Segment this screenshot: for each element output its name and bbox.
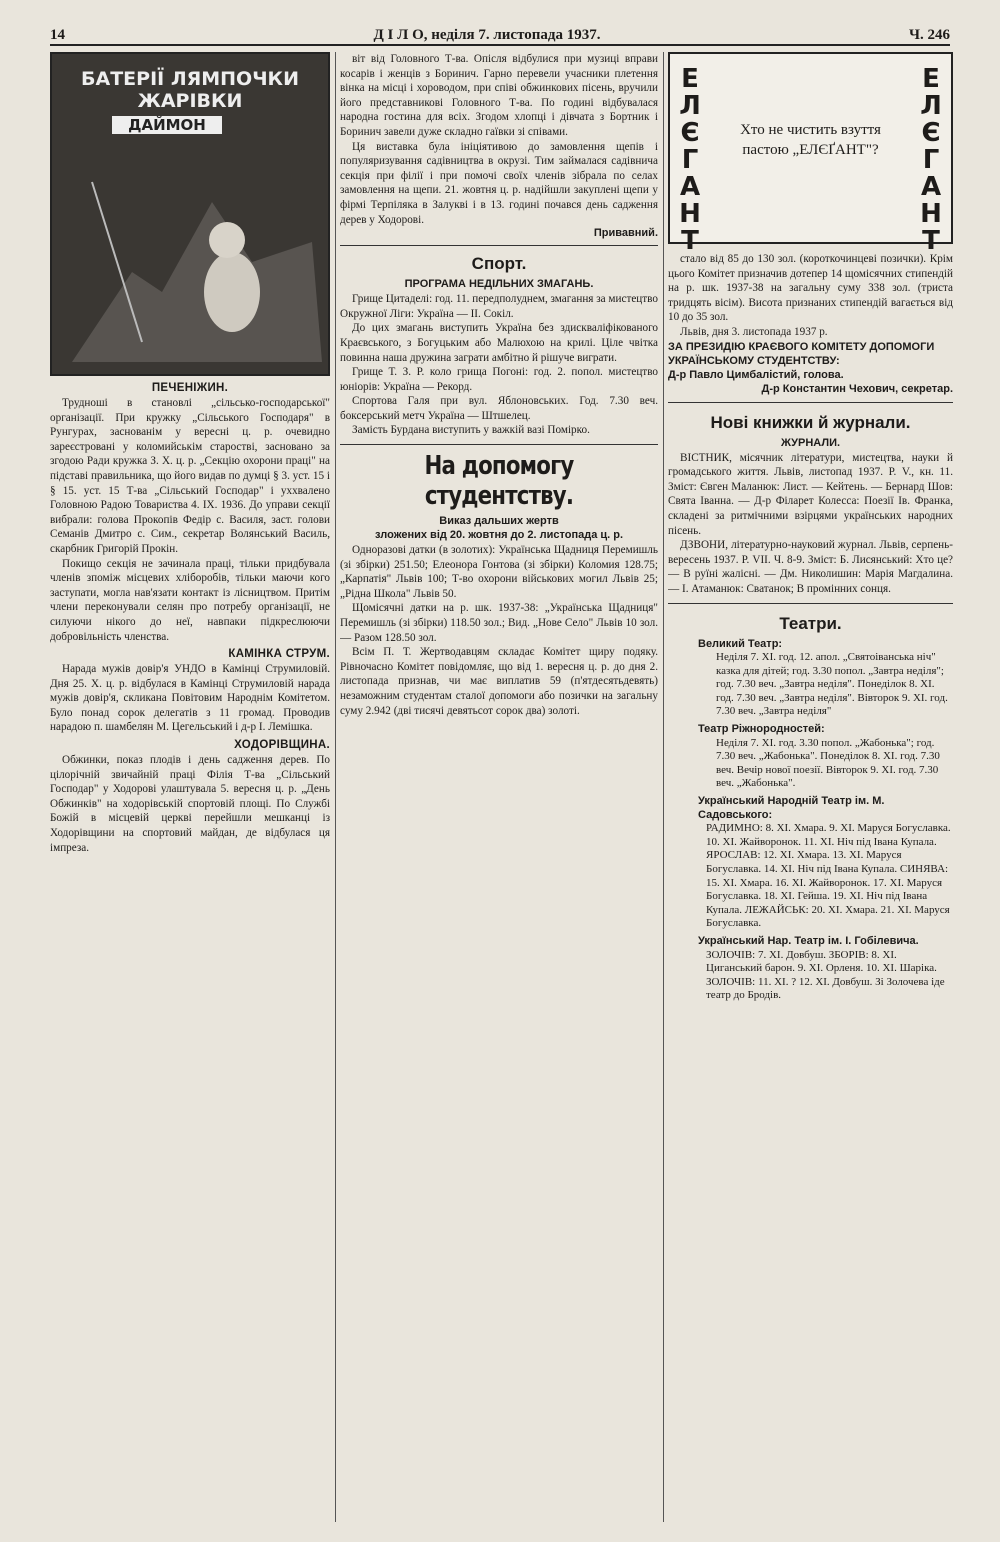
journals-subtitle: ЖУРНАЛИ. — [780, 436, 841, 449]
sport-paragraph: Грище Цитаделі: год. 11. передполуднем, змагання за мистецтво Окружної Ліги: Україна — II. Сокіл. — [340, 293, 658, 320]
signature-chair: Д-р Павло Цимбалістий, голова. — [668, 368, 844, 381]
theatre-listing — [668, 638, 953, 1003]
theatre-name: Український Народній Театр ім. М. Садовського: — [698, 795, 885, 821]
newspaper-title: Д І Л О, неділя 7. листопада 1937. — [373, 27, 601, 43]
sport-paragraph: Замість Бурдана виступить у важкій вазі Помірко. — [352, 424, 590, 437]
masthead — [50, 22, 950, 46]
ad-brand: ДАЙМОН — [112, 116, 222, 134]
divider — [668, 402, 953, 403]
sport-paragraph: До цих змагань виступить Україна без здискваліфікованого Краєвського, з Богуцьким або Малюхою на крилі. Ціле чвітка повинна наша дружина заграти амбітно й рішуче виграти. — [340, 322, 658, 364]
theatre-schedule: ЗОЛОЧІВ: 7. ХІ. Довбуш. ЗБОРІВ: 8. ХІ. Циганський барон. 9. ХІ. Орленя. 10. ХІ. Шаріка. ЗОЛОЧІВ: 11. ХІ. ? 12. ХІ. Довбуш. Зі Золочева іде театр до Бродів. — [706, 948, 945, 1002]
ad-vertical-word: Е Л Є Г А Н Т — [679, 64, 701, 256]
article-paragraph: Ця виставка була ініціятивою до замовлення щепів і популяризування садівництва в окрузі. Тим займалася садівнича секція при філії і при помочі своїх членів зібрала по селах замовлення на щепи. 21. жовтня ц. р. надійшли закуплені щепи у фірмі Терпіляка в Залукві і в 13. годині почався день садження дерев у Ходорові. — [340, 140, 658, 226]
column-left — [50, 52, 330, 1522]
theatre-title: Театри. — [779, 613, 842, 633]
sport-subtitle: ПРОГРАМА НЕДІЛЬНИХ ЗМАГАНЬ. — [404, 278, 594, 291]
section-heading: КАМІНКА СТРУМ. — [228, 648, 330, 661]
ad-title: БАТЕРІЇ ЛЯМПОЧКИ ЖАРІВКИ — [81, 68, 299, 112]
article-signature: Привавний. — [593, 227, 658, 240]
help-paragraph: Всім П. Т. Жертводавцям складає Комітет щиру подяку. Рівночасно Комітет повідомляє, що від 1. вересня ц. р. до дня 2. листопада признав, чи має виплатив 59 (п'ятдесятьдевять) незаможним студентам сталої допомоги або позички на загальну суму 2.942 (дві тисячі девятьсот сорок два) золоті. — [340, 646, 658, 717]
sport-paragraph: Спортова Галя при вул. Яблоновських. Год. 7.30 веч. боксерський метч Україна — Штшелец. — [340, 395, 658, 422]
help-subtitle-dates: зложених від 20. жовтня до 2. листопада ц. р. — [374, 529, 624, 542]
theatre-schedule: Неділя 7. ХІ. год. 3.30 попол. „Жабонька"; год. 7.30 веч. „Жабонька". Понеділок 8. ХІ. год. 7.30 веч. Вечір нової поезії. Вівторок 9. ХІ. год. 7.30 веч. „Жабонька". — [716, 736, 940, 790]
column-middle — [340, 52, 658, 1522]
divider — [668, 603, 953, 604]
article-dateline: Львів, дня 3. листопада 1937 р. — [680, 325, 828, 338]
article-paragraph: стало від 85 до 130 зол. (короткочинцеві позички). Крім цього Комітет призначив дотепер 14 щомісячних стипендій на р. шк. 1937-38 на загальну суму 338 зол. (триста тридцять вісім). Висота признаних стипендій вагається від 10 до 35 зол. — [668, 253, 953, 324]
section-heading: ХОДОРІВЩИНА. — [234, 739, 330, 752]
help-paragraph: Одноразові датки (в золотих): Українська Щадниця Перемишль (зі збірки) 251.50; Елеонора Гонтова (зі збірки) Коломия 128.75; „Карпатія" Львів 100; Т-во охорони військових могил Львів 25; „Рідна Школа" Львів 50. — [340, 544, 658, 600]
article-paragraph: Трудноші в становлі „сільсько-господарської" організації. При кружку „Сільського Господаря" в Рунгурах, заснованім у вересні ц. р. очевидно зареєстровані у коломийськім старостві, заснованo за згодою Ради кружка З. Х. ц. р. „Секцію охорони праці" на підставі правильника, що його видав по думці § 3. уст. 15 і § 15. уст. 15 Т-ва „Сільський Господар" і уххвалено Головною Радою Товариства 4. IX. 1936. До управи секції вибрали: голова Прокопів Федір с. Василя, заст. голови Семанів Дмитро с. Сим., секретар Волянський Василь, скарбник Григорій Прокін. — [50, 397, 330, 555]
help-title: На допомогу студентству. — [424, 451, 574, 512]
ad-slogan: Хто не чистить взуття пастою „ЕЛЄҐАНТ"? — [740, 122, 881, 158]
article-paragraph: Покищо секція не зачинала праці, тільки придбувала членів зпоміж місцевих хліборобів, тільки маючи кого заступати, могла нав'язати контакт із лісництвом. Притім члени переконували селян про потребу організації, не силуючи нікого до неї, навпаки підкреслюючи добровільність членства. — [50, 557, 330, 643]
sport-title: Спорт. — [471, 254, 527, 274]
theatre-schedule: Неділя 7. ХІ. год. 12. апол. „Святоіванська ніч" казка для дітей; год. 3.30 попол. „Завтра неділя"; год. 7.30 веч. „Завтра неділя". Понеділок 8. ХІ. год. 7.30 веч. „Завтра неділя". Вівторок 9. ХІ. год. 7.30 веч. „Завтра неділя" — [716, 651, 948, 718]
help-subtitle: Виказ дальших жертв — [439, 515, 559, 528]
theatre-name: Український Нар. Театр ім. І. Гобілевича. — [698, 934, 919, 947]
article-paragraph: Обжинки, показ плодів і день садження дерев. По цілорічній звичайній праці Філія Т-ва „Сільський Господар" у Ходорові улаштувала 5. вересня ц. р. „День Обжинків" на ходорівській спортовій площі. По Службі Божій в місцевій церкві перейшли мешканці із Ходорівщини на спортовий майдан, де відбулася ця імпреза. — [50, 754, 330, 854]
sport-paragraph: Грище Т. З. Р. коло грища Погоні: год. 2. попол. мистецтво юніорів: Україна — Рекорд. — [340, 366, 658, 393]
ad-vertical-word: Е Л Є Г А Н Т — [920, 64, 942, 256]
page-number: 14 — [50, 27, 65, 43]
theatre-schedule: РАДИМНО: 8. ХІ. Хмара. 9. ХІ. Маруся Богуславка. 10. ХІ. Жайворонок. 11. ХІ. Ніч під Івана Купала. ЯРОСЛАВ: 12. ХІ. Хмара. 13. ХІ. Маруся Богуславка. 14. ХІ. Ніч під Івана Купала. СИНЯВА: 15. ХІ. Хмара. 16. ХІ. Жайворонок. 17. ХІ. Маруся Богуславка. 18. ХІ. Гейша. 19. ХІ. Ніч під Івана Купала. ЛЕЖАЙСЬК: 20. ХІ. Хмара. 21. ХІ. Маруся Богуславка. — [706, 822, 951, 930]
column-divider — [335, 52, 336, 1522]
theatre-name: Великий Театр: — [698, 637, 783, 650]
article-paragraph: віт від Головного Т-ва. Опісля відбулися при музиці вправи косарів і женців з Боринич. Гарно перевели учасники плетення вінка на місці і хороводом, при співі обжинкових пісень, вручили його представникові Головного Т-ва. По годині відбувалася народна гостина для всіх. Згодом хлопці і дівчата з Бортник і Боринич завели дуже складно гаївки зі співами. — [340, 53, 658, 138]
theatre-name: Театр Ріжнородностей: — [698, 723, 825, 736]
signature-secretary: Д-р Константин Чехович, секретар. — [761, 382, 953, 395]
help-paragraph: Щомісячні датки на р. шк. 1937-38: „Українська Щадниця" Перемишль (зі збірки) 118.50 зол.; Вид. „Нове Село" Львів 10 зол. — Разом 128.50 зол. — [340, 602, 658, 644]
issue-number: Ч. 246 — [908, 27, 950, 43]
section-heading: ПЕЧЕНІЖИН. — [151, 382, 229, 394]
divider — [340, 245, 658, 246]
ad-illustration — [52, 142, 328, 372]
committee-heading: ЗА ПРЕЗИДІЮ КРАЄВОГО КОМІТЕТУ ДОПОМОГИ УКРАЇНСЬКОМУ СТУДЕНТСТВУ: — [668, 340, 935, 367]
column-right — [668, 52, 953, 1522]
books-title: Нові книжки й журнали. — [710, 412, 911, 432]
journal-entry: ДЗВОНИ, літературно-науковий журнал. Львів, серпень-вересень 1937. Р. VII. Ч. 8-9. Зміст: Б. Лисянський: Хто це? — В руїні жалісні. — Дм. Николишин: Марія Магдалина. — І. Атаманюк: Сватанок; В промінних сонця. — [668, 539, 953, 595]
divider — [340, 444, 658, 445]
article-paragraph: Нарада мужів довір'я УНДО в Камінці Струмиловій. Дня 25. Х. ц. р. відбулася в Камінці Струмиловій нарада мужів довір'я, скликана Повітовим Народнім Комітетом. Було понад сорок делегатів з 11 громад. Проводив нарадою п. шамбелян М. Цегельський і д-р І. Лемішка. — [50, 663, 330, 734]
battery-advertisement — [50, 52, 330, 376]
journal-entry: ВІСТНИК, місячник літератури, мистецтва, науки й громадського життя. Львів, листопад 1937. Р. V., кн. 11. Зміст: Євген Маланюк: Лист. — Кейтень. — Бернард Шов: Свята Іванна. — Д-р Філарет Колесса: Поезії Ів. Франка, складені за ритмічними взірцями українських народних пісень. — [668, 451, 953, 537]
elegant-advertisement — [668, 52, 953, 256]
column-divider — [663, 52, 664, 1522]
